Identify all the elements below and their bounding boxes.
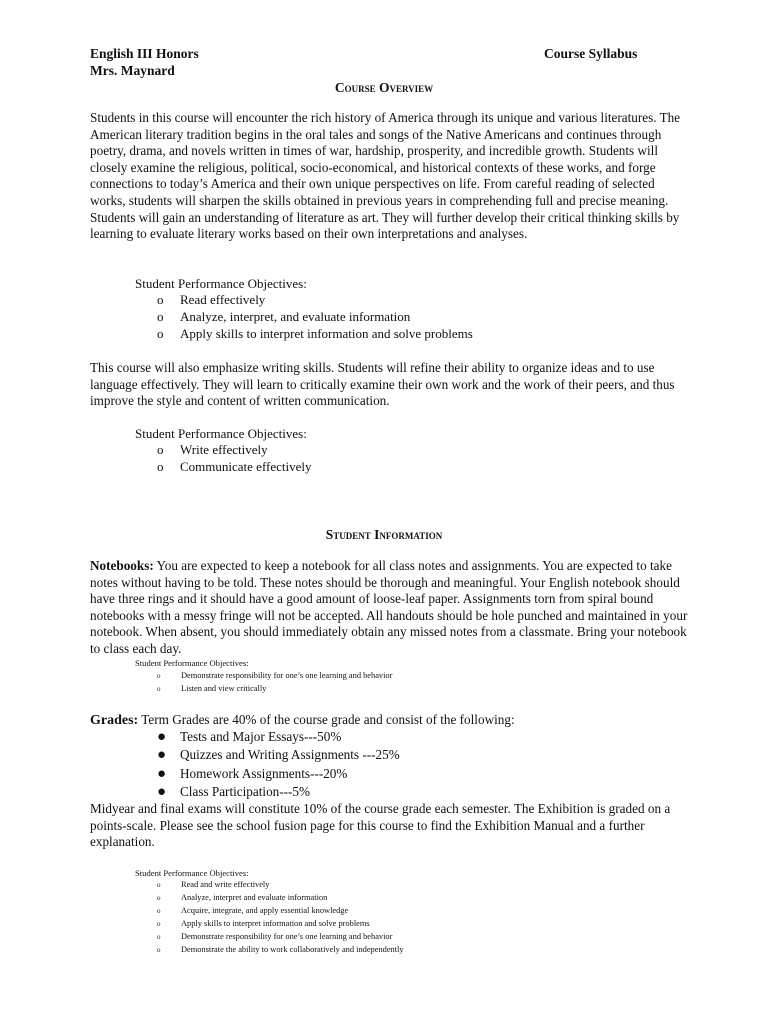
grade-item: ● Class Participation---5% bbox=[157, 784, 311, 800]
objective-item: o Analyze, interpret and evaluate information bbox=[157, 893, 328, 902]
course-overview-heading: Course Overview bbox=[334, 80, 434, 95]
objective-item: o Read and write effectively bbox=[157, 880, 270, 889]
grades-label: Grades: bbox=[90, 713, 139, 728]
notebooks-objectives-title: Student Performance Objectives: bbox=[135, 658, 249, 668]
grades-intro: Grades: Term Grades are 40% of the course grade and consist of the following: bbox=[90, 712, 515, 728]
objective-item: o Demonstrate responsibility for one’s one learning and behavior bbox=[157, 932, 393, 941]
grades-paragraph: Midyear and final exams will constitute 10% of the course grade each semester. The Exhibition is graded on a points-scale. Please see the school fusion page for this course to find the Exhibition Manual and a further explanation. bbox=[90, 801, 671, 850]
course-title: English III Honors bbox=[90, 46, 199, 61]
notebooks-paragraph: Notebooks: You are expected to keep a notebook for all class notes and assignments. You are expected to take notes without having to be told. These notes should be thorough and meaningful. Your English notebook should have three rings and it should have a good amount of loose-leaf paper. Assignments torn from spiral bound notebooks with a messy fringe will not be accepted. All handouts should be hole punched and maintained in your notebook. When absent, you should immediately obtain any missed notes from a classmate. Bring your notebook to class each day. bbox=[90, 558, 688, 656]
objective-item: o Analyze, interpret, and evaluate information bbox=[157, 309, 411, 324]
objective-item: o Listen and view critically bbox=[157, 684, 267, 693]
document-type: Course Syllabus bbox=[544, 46, 638, 61]
objective-item: o Apply skills to interpret information and solve problems bbox=[157, 919, 370, 928]
student-information-heading: Student Information bbox=[325, 527, 443, 542]
objective-item: o Write effectively bbox=[157, 442, 268, 457]
grade-item: ● Homework Assignments---20% bbox=[157, 766, 348, 782]
objectives-2-title: Student Performance Objectives: bbox=[135, 426, 307, 441]
overview-paragraph-1: Students in this course will encounter the rich history of America through its unique and various literatures. The American literary tradition begins in the oral tales and songs of the Native Americans and continues through poetry, drama, and novels written in times of war, hardship, prosperity, and incredible growth. Students will closely examine the religious, political, socio-economical, and historical contexts of these works, and forge connections to today’s America and their own unique perspectives on life. From careful reading of selected works, students will sharpen the skills obtained in previous years in comprehending full and precise meaning. Students will gain an understanding of literature as art. They will further develop their critical thinking skills by learning to evaluate literary works based on their own interpretations and analyses. bbox=[90, 110, 681, 242]
objective-item: o Demonstrate responsibility for one’s one learning and behavior bbox=[157, 671, 393, 680]
grade-item: ● Quizzes and Writing Assignments ---25% bbox=[157, 747, 400, 763]
notebooks-label: Notebooks: bbox=[90, 558, 154, 573]
objective-item: o Demonstrate the ability to work collaboratively and independently bbox=[157, 945, 404, 954]
objective-item: o Apply skills to interpret information and solve problems bbox=[157, 326, 473, 341]
grade-item: ● Tests and Major Essays---50% bbox=[157, 729, 342, 745]
objective-item: o Communicate effectively bbox=[157, 459, 312, 474]
objective-item: o Read effectively bbox=[157, 292, 266, 307]
grades-objectives-title: Student Performance Objectives: bbox=[135, 868, 249, 878]
objectives-1-title: Student Performance Objectives: bbox=[135, 276, 307, 291]
teacher-name: Mrs. Maynard bbox=[90, 63, 175, 78]
overview-paragraph-2: This course will also emphasize writing skills. Students will refine their ability to organize ideas and to use language effectively. They will learn to critically examine their own work and the work of their peers, and thus improve the style and content of written communication. bbox=[90, 360, 675, 409]
objective-item: o Acquire, integrate, and apply essential knowledge bbox=[157, 906, 349, 915]
